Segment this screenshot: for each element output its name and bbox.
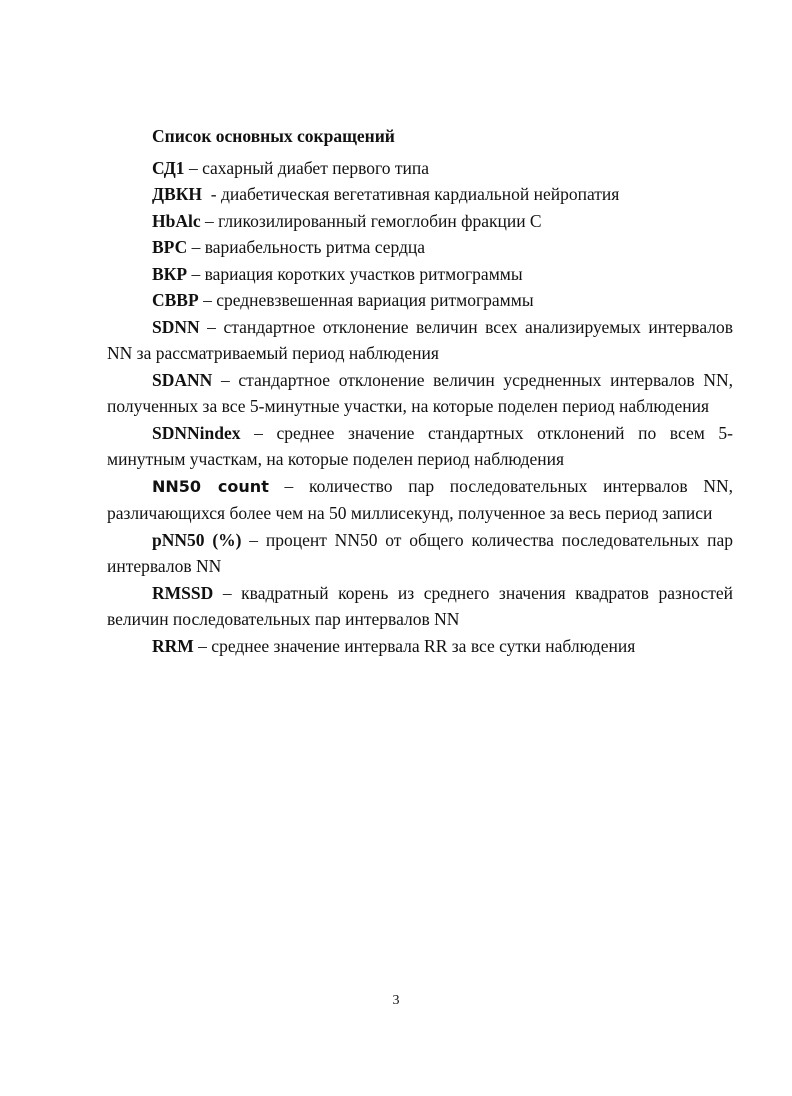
abbreviation-entry (107, 527, 733, 580)
abbreviation-term: RMSSD (152, 582, 214, 603)
abbreviation-separator: – (213, 582, 242, 603)
abbreviation-entry (107, 367, 733, 420)
abbreviation-term: pNN50 (%) (152, 529, 242, 550)
abbreviation-separator: – (240, 422, 277, 443)
abbreviation-separator: – (200, 210, 219, 231)
abbreviation-term: СД1 (152, 157, 185, 178)
abbreviation-separator: - (202, 184, 221, 204)
abbreviation-entry (107, 580, 733, 633)
abbreviation-definition: количество пар последовательных интервалов NN, различающихся более чем на 50 миллисекунд, полученное за весь период записи (107, 475, 734, 523)
abbreviations-list (107, 123, 733, 659)
abbreviation-separator: – (187, 263, 205, 284)
abbreviation-term: SDNNindex (152, 422, 241, 443)
abbreviation-definition: вариабельность ритма сердца (204, 237, 426, 257)
abbreviation-definition: квадратный корень из среднего значения квадратов разностей величин последовательных пар интервалов NN (107, 582, 733, 629)
abbreviation-term: ВКР (152, 263, 188, 284)
abbreviation-definition: процент NN50 от общего количества последовательных пар интервалов NN (107, 529, 733, 576)
abbreviation-separator: – (199, 316, 224, 337)
abbreviation-separator: – (193, 635, 212, 656)
abbreviation-entry (107, 314, 733, 367)
abbreviation-term: NN50 count (152, 476, 269, 496)
abbreviation-entry (107, 287, 733, 314)
abbreviation-term: СВВР (152, 290, 199, 310)
abbreviation-separator: – (212, 369, 239, 390)
abbreviation-definition: среднее значение стандартных отклонений по всем 5-минутным участкам, на которые поделен период наблюдения (107, 422, 733, 469)
abbreviation-entry (107, 420, 733, 473)
abbreviation-term: HbAlc (152, 210, 201, 231)
abbreviation-term: SDNN (152, 316, 200, 337)
abbreviation-separator: – (198, 290, 217, 310)
abbreviation-term: RRM (152, 635, 194, 656)
abbreviation-entry (107, 473, 733, 527)
abbreviation-entry (107, 181, 733, 208)
abbreviation-definition: стандартное отклонение величин всех анализируемых интервалов NN за рассматриваемый период наблюдения (107, 316, 733, 363)
abbreviation-entry (107, 208, 733, 235)
abbreviation-definition: среднее значение интервала RR за все сутки наблюдения (211, 635, 636, 656)
abbreviation-separator: – (187, 237, 205, 257)
abbreviation-definition: гликозилированный гемоглобин фракции С (218, 210, 542, 231)
abbreviation-separator: – (184, 157, 203, 178)
abbreviation-term: ДВКН (152, 184, 203, 204)
abbreviation-separator: – (268, 475, 309, 496)
abbreviation-definition: сахарный диабет первого типа (202, 157, 429, 178)
abbreviation-definition: стандартное отклонение величин усредненных интервалов NN, полученных за все 5-минутные участки, на которые поделен период наблюдения (107, 369, 733, 416)
page-number: 3 (392, 993, 400, 1008)
abbreviation-definition: вариация коротких участков ритмограммы (204, 263, 523, 284)
abbreviation-term: ВРС (152, 237, 188, 257)
abbreviation-definition: диабетическая вегетативная кардиальной нейропатия (220, 184, 620, 204)
abbreviation-entry (107, 633, 733, 660)
abbreviation-entry (107, 155, 733, 182)
abbreviation-term: SDANN (152, 369, 213, 390)
page-title: Список основных сокращений (152, 126, 395, 146)
abbreviation-separator: – (241, 529, 266, 550)
abbreviation-entry (107, 234, 733, 261)
abbreviation-entry (107, 261, 733, 288)
abbreviation-definition: средневзвешенная вариация ритмограммы (216, 290, 534, 310)
